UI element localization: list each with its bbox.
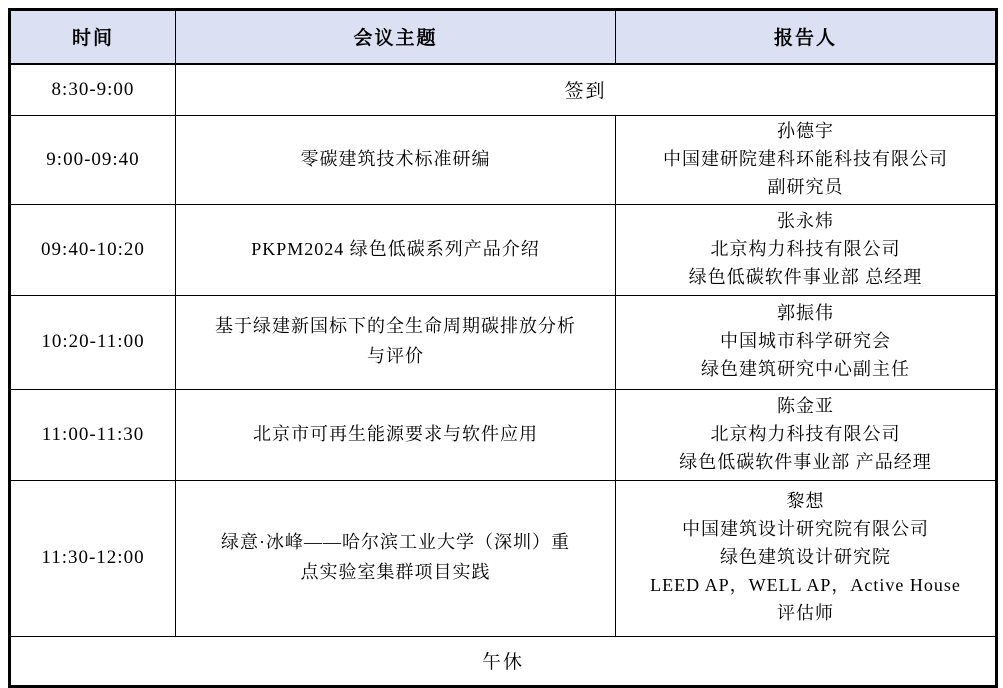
speaker-title: 绿色低碳软件事业部 产品经理 <box>679 451 932 472</box>
header-time: 时间 <box>10 10 176 64</box>
topic-line: 北京市可再生能源要求与软件应用 <box>253 423 538 444</box>
speaker-org: 北京构力科技有限公司 <box>710 423 901 444</box>
topic-line: 绿意·冰峰——哈尔滨工业大学（深圳）重 <box>221 532 570 553</box>
speaker-title: 副研究员 <box>767 176 844 197</box>
topic-cell <box>176 389 616 480</box>
speaker-credentials: LEED AP，WELL AP，Active House <box>650 575 961 596</box>
topic-cell <box>176 204 616 295</box>
topic-line: 零碳建筑技术标准研编 <box>300 148 491 169</box>
speaker-cell <box>616 389 997 480</box>
agenda-table <box>8 8 998 688</box>
speaker-title: 绿色建筑研究中心副主任 <box>701 359 910 380</box>
speaker-org: 中国建研院建科环能科技有限公司 <box>663 148 948 169</box>
table-row <box>10 480 997 636</box>
table-row <box>10 116 997 205</box>
topic-line: 与评价 <box>367 346 424 367</box>
topic-cell <box>176 295 616 389</box>
header-row <box>10 10 997 64</box>
speaker-cell <box>616 480 997 636</box>
topic-cell <box>176 480 616 636</box>
time-cell: 9:00-09:40 <box>10 116 176 205</box>
speaker-name: 郭振伟 <box>777 303 834 324</box>
topic-line: 基于绿建新国标下的全生命周期碳排放分析 <box>215 316 576 337</box>
header-speaker: 报告人 <box>616 10 997 64</box>
time-cell: 11:00-11:30 <box>10 389 176 480</box>
table-row-signin <box>10 64 997 116</box>
time-cell: 10:20-11:00 <box>10 295 176 389</box>
topic-line: PKPM2024 绿色低碳系列产品介绍 <box>251 238 540 259</box>
time-cell: 11:30-12:00 <box>10 480 176 636</box>
speaker-org: 中国城市科学研究会 <box>720 331 891 352</box>
table-row <box>10 389 997 480</box>
lunch-break-cell: 午休 <box>10 636 997 686</box>
speaker-dept: 绿色建筑设计研究院 <box>720 547 891 568</box>
speaker-name: 孙德宇 <box>777 121 834 141</box>
time-cell: 09:40-10:20 <box>10 204 176 295</box>
speaker-cell <box>616 116 997 205</box>
table-row-lunch <box>10 636 997 686</box>
speaker-title: 评估师 <box>777 603 834 623</box>
header-topic: 会议主题 <box>176 10 616 64</box>
topic-cell <box>176 116 616 205</box>
speaker-cell <box>616 204 997 295</box>
speaker-title: 绿色低碳软件事业部 总经理 <box>688 266 923 287</box>
table-row <box>10 295 997 389</box>
speaker-org: 北京构力科技有限公司 <box>710 238 901 259</box>
table-row <box>10 204 997 295</box>
speaker-org: 中国建筑设计研究院有限公司 <box>682 519 929 540</box>
signin-cell: 签到 <box>176 64 997 116</box>
speaker-name: 陈金亚 <box>777 395 834 416</box>
speaker-cell <box>616 295 997 389</box>
speaker-name: 黎想 <box>786 491 825 512</box>
speaker-name: 张永炜 <box>777 210 834 231</box>
topic-line: 点实验室集群项目实践 <box>300 562 491 583</box>
time-cell: 8:30-9:00 <box>10 64 176 116</box>
